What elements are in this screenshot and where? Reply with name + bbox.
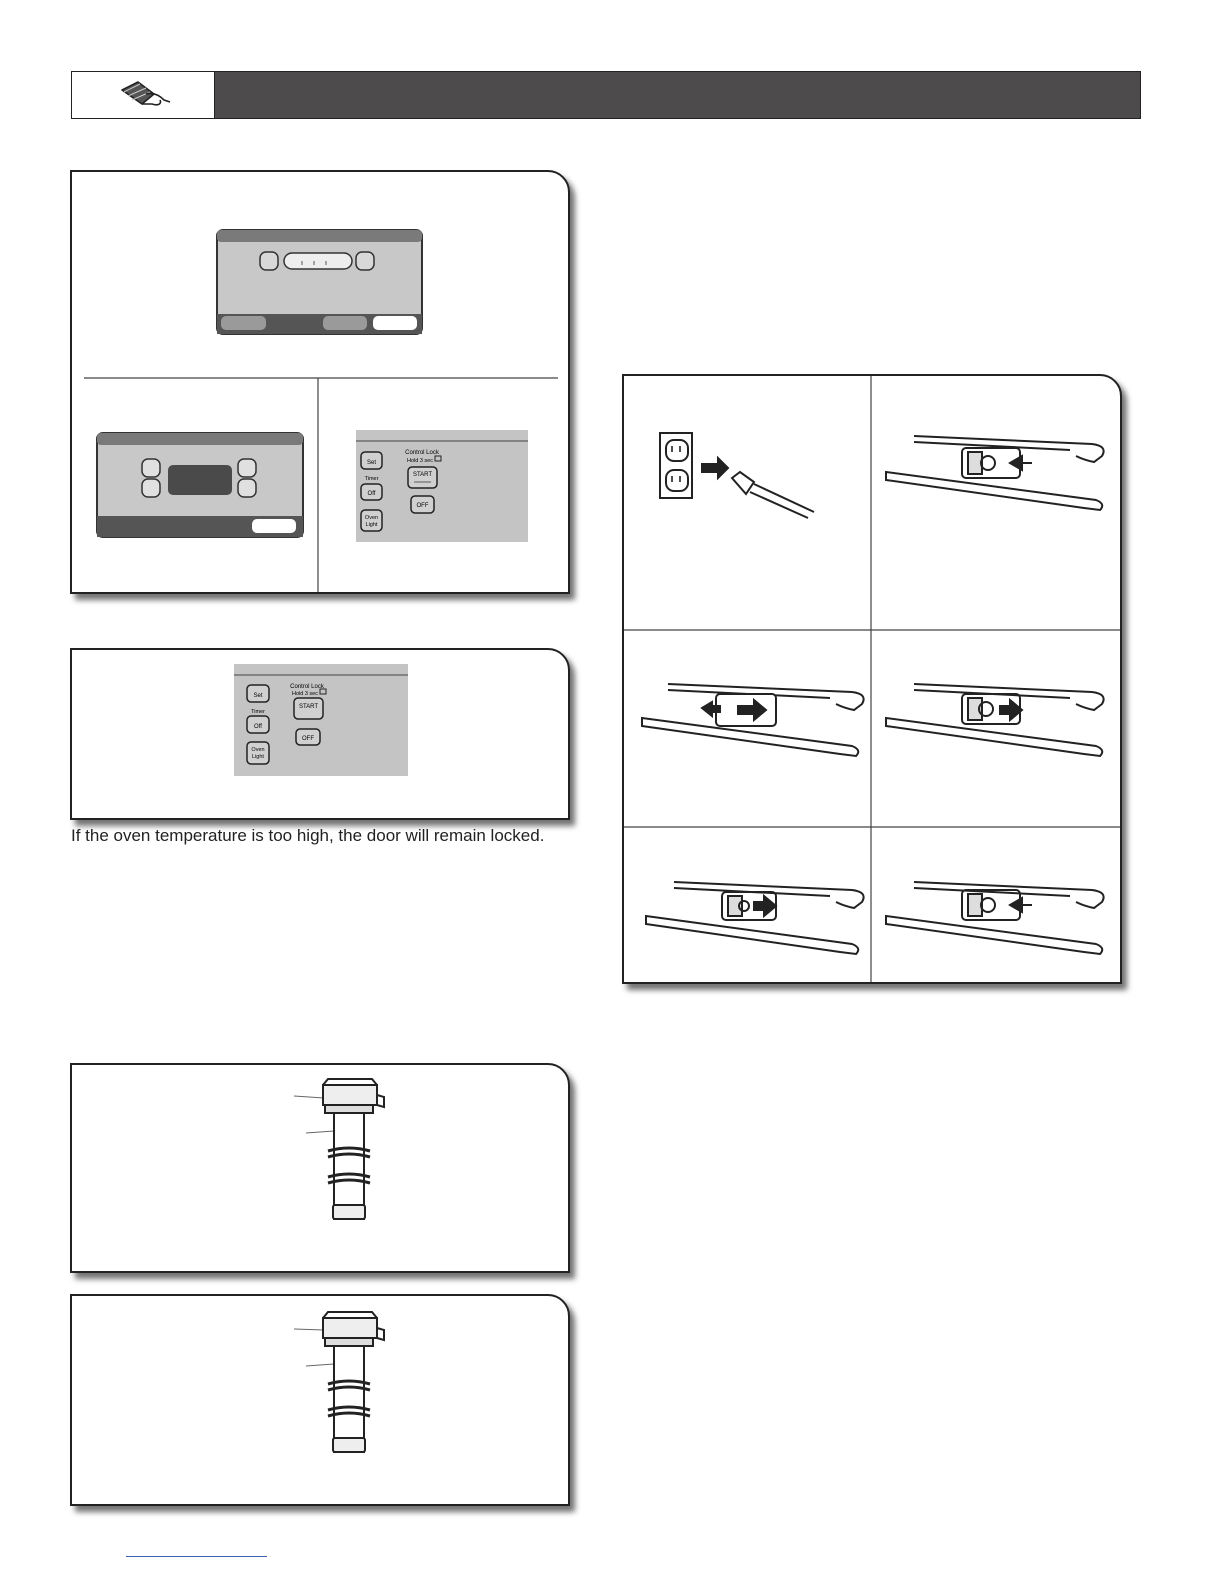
part-illustration-panel-2 [70, 1294, 570, 1506]
hold-label: Hold 3 sec [407, 458, 433, 464]
bulb-lock-icon [646, 882, 864, 954]
header-icon-box [72, 72, 215, 118]
unlock-console-panel [70, 648, 570, 820]
control-lock-console [356, 430, 528, 542]
timer-label: Timer [251, 709, 265, 715]
part-illustration-2 [72, 1296, 568, 1504]
part-illustration-panel-1 [70, 1063, 570, 1273]
footer-link-underline [126, 1556, 267, 1557]
cleaning-hand-cloth-icon [72, 72, 215, 118]
control-lock-label: Control Lock [405, 450, 439, 456]
light-cover-slide-icon [642, 684, 864, 756]
light-bulb-steps-panel [622, 374, 1122, 984]
light-cover-install-icon [886, 882, 1104, 954]
unplug-outlet-icon [660, 433, 814, 518]
hold-label: Hold 3 sec [292, 691, 318, 697]
light-label: Light [252, 754, 264, 760]
off-caps-label: OFF [302, 736, 314, 742]
small-control-display [97, 433, 303, 537]
section-header-bar [71, 71, 1141, 119]
light-label: Light [365, 522, 378, 528]
control-display-panel [70, 170, 570, 594]
off-label: Off [367, 491, 376, 497]
start-label: START [298, 704, 319, 710]
set-label: Set [366, 460, 377, 466]
oven-label: Oven [364, 515, 379, 521]
set-label: Set [253, 693, 263, 699]
bulb-insert-icon [886, 684, 1104, 756]
control-display-illustrations [72, 172, 568, 592]
control-lock-label: Control Lock [290, 684, 324, 690]
part-illustration-1 [72, 1065, 568, 1271]
off-caps-label: OFF [416, 503, 429, 509]
oven-label: Oven [251, 747, 265, 753]
start-label: START [412, 472, 433, 478]
off-label: Off [254, 724, 262, 730]
large-control-display [217, 230, 422, 334]
door-locked-note: If the oven temperature is too high, the door will remain locked. [71, 826, 545, 845]
timer-label: Timer [364, 476, 379, 482]
unlock-console-illustration [72, 650, 568, 818]
bulb-steps-grid [624, 376, 1120, 982]
light-cover-remove-icon [886, 436, 1104, 510]
